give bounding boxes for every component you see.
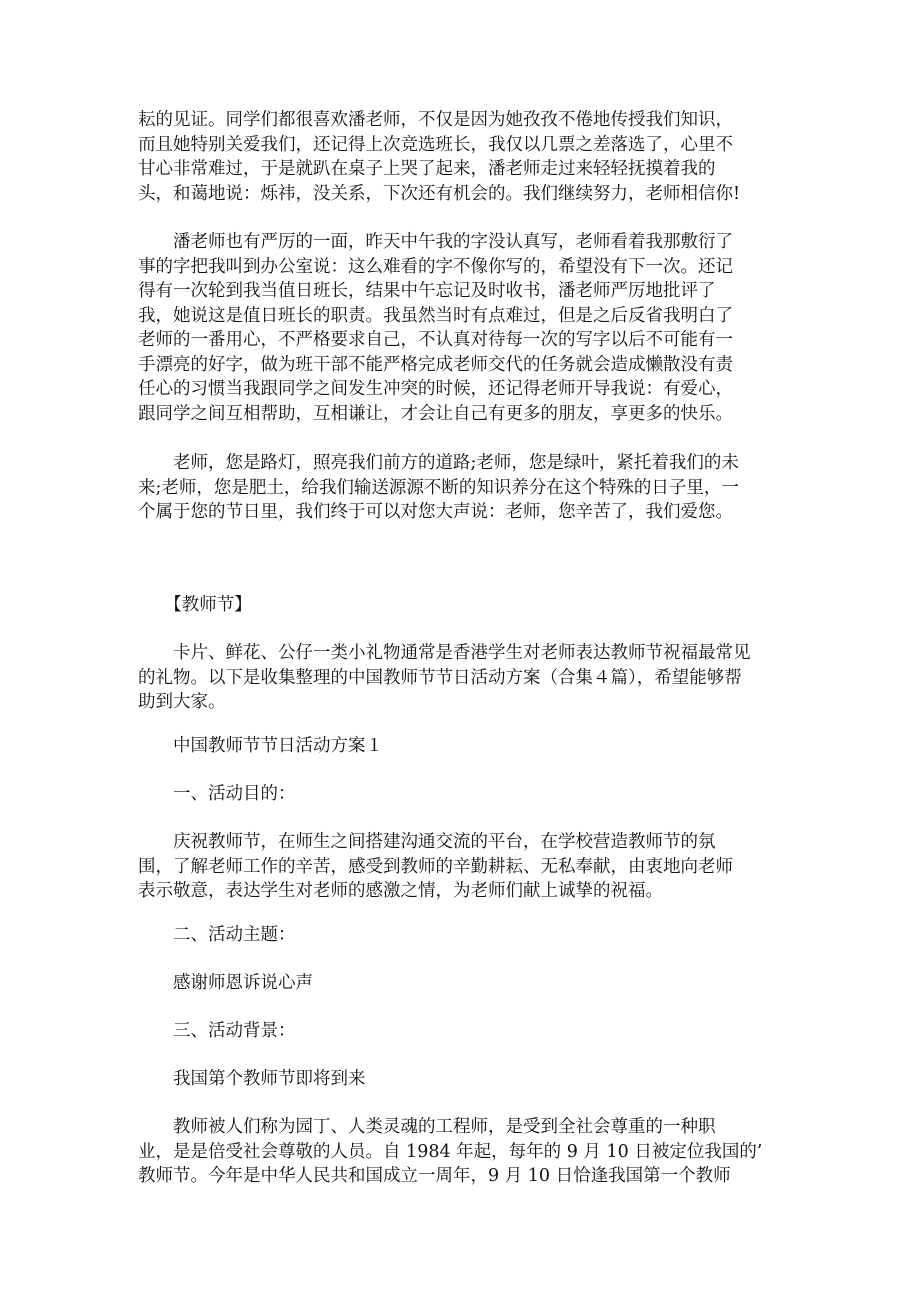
text-line: 围，了解老师工作的辛苦，感受到教师的辛勤耕耘、无私奉献，由衷地向老师 — [138, 856, 733, 877]
text-line: 教师被人们称为园丁、人类灵魂的工程师，是受到全社会尊重的一种职 — [138, 1117, 716, 1137]
plan-title-text: 中国教师节节日活动方案１ — [138, 736, 383, 756]
text-line: 教师节。今年是中华人民共和国成立一周年，9 月 10 日恰逢我国第一个教师 — [138, 1166, 731, 1186]
text-line: 任心的习惯当我跟同学之间发生冲突的时候，还记得老师开导我说：有爱心， — [138, 379, 733, 399]
text-line: 老师的一番用心，不严格要求自己，不认真对待每一次的写字以后不可能有一 — [138, 330, 733, 350]
heading-text: 【教师节】 — [138, 595, 252, 615]
background-heading — [138, 1019, 788, 1044]
purpose-heading-text: 一、活动目的： — [138, 784, 296, 804]
text-line: 耘的见证。同学们都很喜欢潘老师，不仅是因为她孜孜不倦地传授我们知识， — [138, 110, 733, 130]
background-body-text: 我国第个教师节即将到来 — [138, 1069, 366, 1089]
text-line: 而且她特别关爱我们，还记得上次竞选班长，我仅以几票之差落选了，心里不 — [138, 134, 733, 155]
text-line: 表示敬意，表达学生对老师的感激之情，为老师们献上诚挚的祝福。 — [138, 881, 663, 901]
text-line: 助到大家。 — [138, 692, 226, 712]
theme-heading — [138, 923, 788, 948]
text-line: 事的字把我叫到办公室说：这么难看的字不像你写的，希望没有下一次。还记 — [138, 256, 733, 277]
text-line: 的礼物。以下是收集整理的中国教师节节日活动方案（合集４篇），希望能够帮 — [138, 667, 742, 688]
paragraph-purpose — [138, 830, 788, 904]
text-line: 老师，您是路灯，照亮我们前方的道路;老师，您是绿叶，紧托着我们的未 — [138, 453, 739, 473]
theme-heading-text: 二、活动主题： — [138, 925, 296, 945]
background-heading-text: 三、活动背景： — [138, 1021, 296, 1041]
text-line: 来;老师，您是肥土，给我们输送源源不断的知识养分在这个特殊的日子里，一 — [138, 477, 739, 498]
paragraph-intro — [138, 641, 788, 715]
text-line: 潘老师也有严厉的一面，昨天中午我的字没认真写，老师看着我那敷衍了 — [138, 232, 733, 252]
text-line: 得有一次轮到我当值日班长，结果中午忘记及时收书，潘老师严厉地批评了 — [138, 281, 716, 301]
theme-text — [138, 971, 788, 996]
text-line: 卡片、鲜花、公仔一类小礼物通常是香港学生对老师表达教师节祝福最常见 — [138, 643, 751, 663]
text-line: 甘心非常难过，于是就趴在桌子上哭了起来，潘老师走过来轻轻抚摸着我的 — [138, 159, 716, 179]
purpose-heading — [138, 782, 788, 807]
plan-title — [138, 734, 788, 759]
text-line: 庆祝教师节，在师生之间搭建沟通交流的平台，在学校营造教师节的氛 — [138, 832, 716, 852]
text-line: 我，她说这是值日班长的职责。我虽然当时有点难过，但是之后反省我明白了 — [138, 305, 733, 326]
background-text — [138, 1067, 788, 1092]
text-line: 跟同学之间互相帮助，互相谦让，才会让自己有更多的朋友，享更多的快乐。 — [138, 403, 733, 424]
paragraph-background — [138, 1115, 788, 1189]
text-line: 业，是是倍受社会尊敬的人员。自 1984 年起，每年的 9 月 10 日被定位我国的’ — [138, 1141, 763, 1162]
section-heading — [138, 593, 788, 618]
paragraph-teacher-strict — [138, 230, 788, 426]
text-line: 手漂亮的好字，做为班干部不能严格完成老师交代的任务就会造成懒散没有责 — [138, 354, 733, 375]
theme-body-text: 感谢师恩诉说心声 — [138, 973, 313, 993]
paragraph-teacher-praise — [138, 451, 788, 525]
text-line: 个属于您的节日里，我们终于可以对您大声说：老师，您辛苦了，我们爱您。 — [138, 502, 733, 522]
text-line: 头，和蔼地说：烁祎，没关系，下次还有机会的。我们继续努力，老师相信你! — [138, 183, 741, 204]
paragraph-teacher-care — [138, 108, 788, 206]
